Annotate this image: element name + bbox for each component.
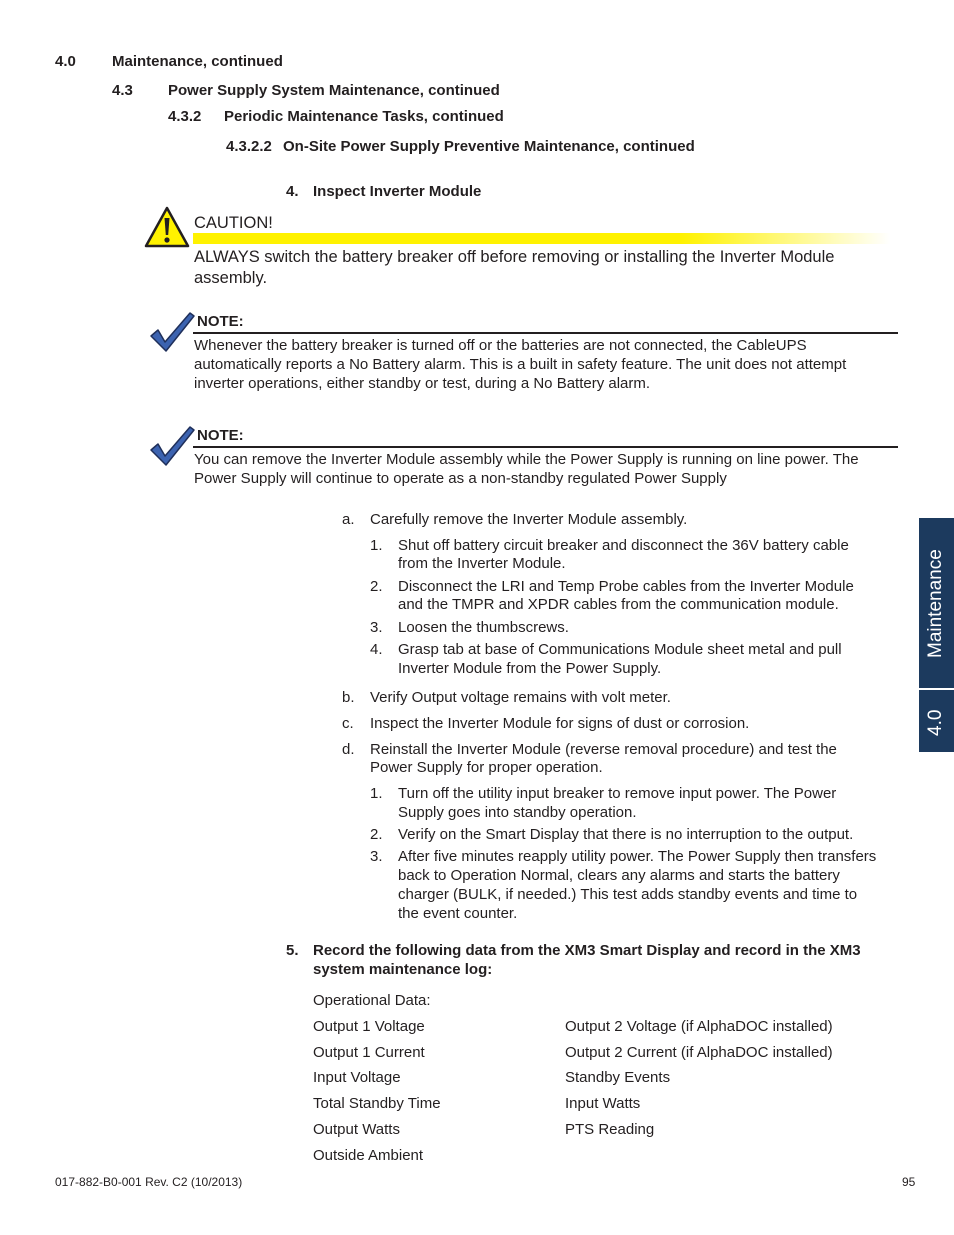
d-step-3-line-2: back to Operation Normal, clears any alarms and starts the battery — [398, 867, 840, 884]
footer-doc-id: 017-882-B0-001 Rev. C2 (10/2013) — [55, 1175, 243, 1189]
list-item-c: Inspect the Inverter Module for signs of dust or corrosion. — [370, 715, 750, 732]
note-1-label: NOTE: — [197, 313, 244, 330]
d-step-1-line-2: Supply goes into standby operation. — [398, 804, 637, 821]
section-title-onsite: On-Site Power Supply Preventive Maintenance, continued — [283, 138, 695, 155]
d-step-2-line-1: Verify on the Smart Display that there is no interruption to the output. — [398, 826, 854, 843]
list-item: PTS Reading — [565, 1121, 655, 1138]
side-tab-section-label: Maintenance — [925, 549, 946, 658]
footer-page-number: 95 — [902, 1175, 916, 1189]
section-number-4-0: 4.0 — [55, 53, 76, 70]
section-number-4-3-2-2: 4.3.2.2 — [226, 138, 272, 155]
list-item-d-line-2: Power Supply for proper operation. — [370, 759, 603, 776]
list-item-a: Carefully remove the Inverter Module assembly. — [370, 511, 688, 528]
side-tab-number — [919, 690, 954, 752]
caution-label: CAUTION! — [194, 214, 273, 232]
list-item: Output 1 Current — [313, 1044, 425, 1061]
note-2-line-1: You can remove the Inverter Module assembly while the Power Supply is running on line power. The — [194, 451, 859, 468]
step-5-title-line-1: Record the following data from the XM3 Smart Display and record in the XM3 — [313, 942, 861, 959]
section-title-periodic: Periodic Maintenance Tasks, continued — [224, 108, 504, 125]
step-5-number: 5. — [286, 942, 299, 959]
list-item: Outside Ambient — [313, 1147, 424, 1164]
list-letter-d: d. — [342, 741, 355, 758]
section-title-maintenance: Maintenance, continued — [112, 53, 283, 70]
list-item: Output Watts — [313, 1121, 400, 1138]
section-title-power-supply: Power Supply System Maintenance, continued — [168, 82, 500, 99]
list-item-b: Verify Output voltage remains with volt meter. — [370, 689, 671, 706]
step-4-title: Inspect Inverter Module — [313, 183, 482, 200]
note-2-label: NOTE: — [197, 427, 244, 444]
a-step-2-line-1: Disconnect the LRI and Temp Probe cables from the Inverter Module — [398, 578, 854, 595]
note-1-line-3: inverter operations, either standby or test, during a No Battery alarm. — [194, 375, 651, 392]
note-1-rule — [193, 332, 898, 334]
caution-text-line-1: ALWAYS switch the battery breaker off before removing or installing the Inverter Module — [194, 248, 835, 266]
step-4-number: 4. — [286, 183, 299, 200]
checkmark-icon — [148, 310, 196, 354]
caution-highlight-bar — [193, 233, 890, 244]
a-step-3-line-1: Loosen the thumbscrews. — [398, 619, 569, 636]
a-step-4-line-2: Inverter Module from the Power Supply. — [398, 660, 662, 677]
list-letter-b: b. — [342, 689, 355, 706]
list-item: Output 2 Voltage (if AlphaDOC installed) — [565, 1018, 833, 1035]
d-step-3-line-1: After five minutes reapply utility power. The Power Supply then transfers — [398, 848, 877, 865]
list-letter-c: c. — [342, 715, 354, 732]
a-step-4-line-1: Grasp tab at base of Communications Module sheet metal and pull — [398, 641, 842, 658]
d-step-3-line-3: charger (BULK, if needed.) This test adds standby events and time to — [398, 886, 858, 903]
list-letter-a: a. — [342, 511, 355, 528]
a-step-1-line-1: Shut off battery circuit breaker and disconnect the 36V battery cable — [398, 537, 849, 554]
list-item-d-line-1: Reinstall the Inverter Module (reverse removal procedure) and test the — [370, 741, 837, 758]
list-item: Total Standby Time — [313, 1095, 441, 1112]
warning-triangle-icon — [144, 206, 190, 248]
d-step-3-number: 3. — [370, 848, 383, 865]
a-step-2-line-2: and the TMPR and XPDR cables from the communication module. — [398, 596, 839, 613]
a-step-3-number: 3. — [370, 619, 383, 636]
note-1-line-2: automatically reports a No Battery alarm. This is a built in safety feature. The unit does not attempt — [194, 356, 847, 373]
list-item: Input Voltage — [313, 1069, 401, 1086]
list-item: Standby Events — [565, 1069, 671, 1086]
section-number-4-3: 4.3 — [112, 82, 133, 99]
operational-data-heading: Operational Data: — [313, 992, 431, 1009]
note-2-rule — [193, 446, 898, 448]
a-step-1-number: 1. — [370, 537, 383, 554]
list-item: Input Watts — [565, 1095, 641, 1112]
a-step-4-number: 4. — [370, 641, 383, 658]
d-step-2-number: 2. — [370, 826, 383, 843]
checkmark-icon — [148, 424, 196, 468]
a-step-1-line-2: from the Inverter Module. — [398, 555, 566, 572]
a-step-2-number: 2. — [370, 578, 383, 595]
step-5-title-line-2: system maintenance log: — [313, 961, 493, 978]
caution-text-line-2: assembly. — [194, 269, 268, 287]
d-step-3-line-4: the event counter. — [398, 905, 518, 922]
note-1-line-1: Whenever the battery breaker is turned off or the batteries are not connected, the CableUPS — [194, 337, 807, 354]
d-step-1-number: 1. — [370, 785, 383, 802]
list-item: Output 1 Voltage — [313, 1018, 425, 1035]
side-tab-number-label: 4.0 — [925, 709, 946, 736]
d-step-1-line-1: Turn off the utility input breaker to remove input power. The Power — [398, 785, 837, 802]
section-number-4-3-2: 4.3.2 — [168, 108, 202, 125]
list-item: Output 2 Current (if AlphaDOC installed) — [565, 1044, 833, 1061]
note-2-line-2: Power Supply will continue to operate as a non-standby regulated Power Supply — [194, 470, 727, 487]
side-tab-section — [919, 518, 954, 688]
